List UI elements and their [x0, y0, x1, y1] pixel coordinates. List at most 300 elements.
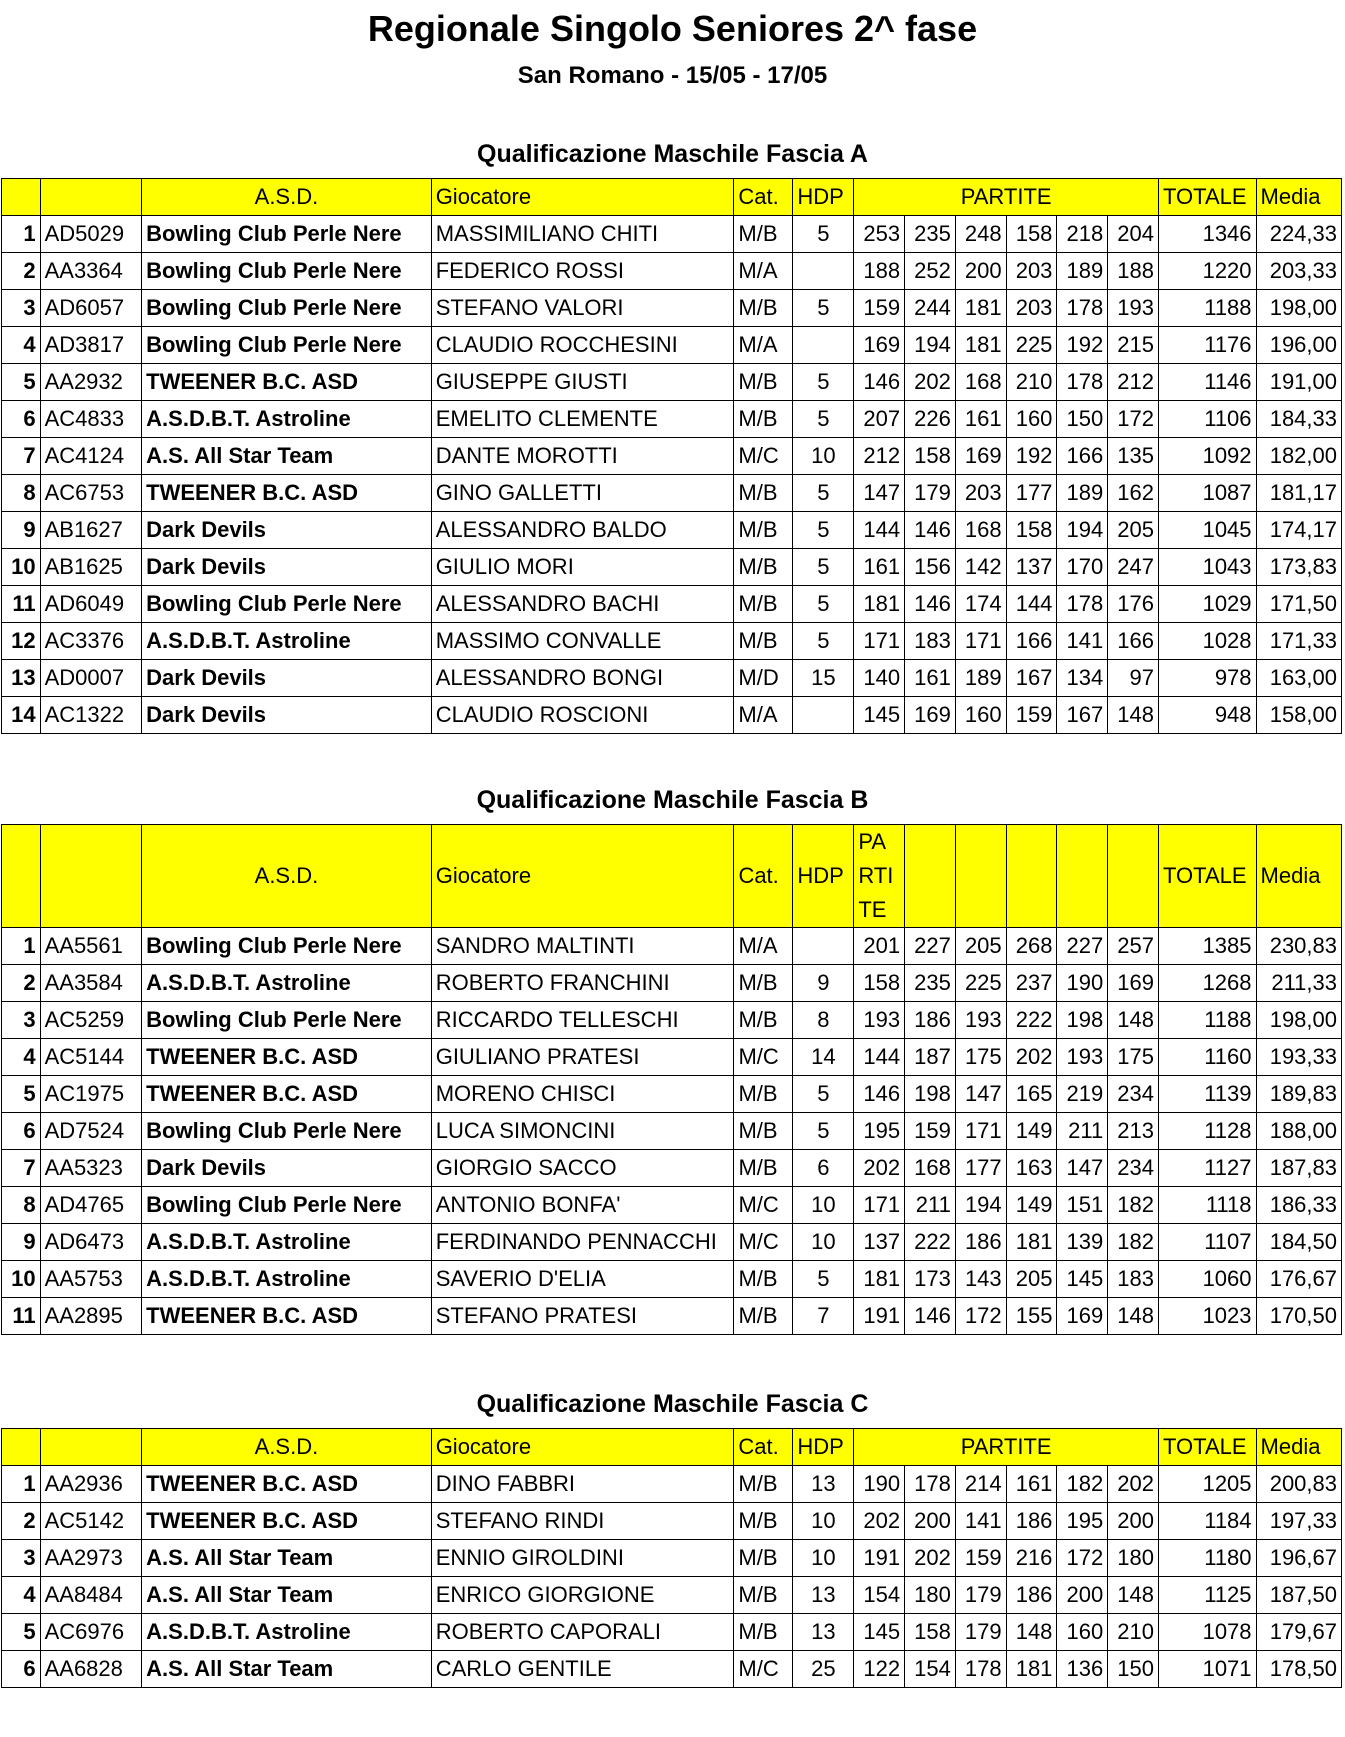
cell-g1: 146 [854, 364, 905, 401]
cell-asd: A.S.D.B.T. Astroline [142, 401, 432, 438]
cell-g4: 181 [1006, 1224, 1057, 1261]
cell-tessera: AA8484 [40, 1577, 142, 1614]
cell-g4: 166 [1006, 623, 1057, 660]
table-row [2, 660, 1342, 697]
cell-asd: Bowling Club Perle Nere [142, 327, 432, 364]
cell-totale: 1160 [1159, 1039, 1257, 1076]
cell-g5: 194 [1057, 512, 1108, 549]
cell-g1: 144 [854, 1039, 905, 1076]
cell-giocatore: MASSIMILIANO CHITI [431, 216, 734, 253]
cell-g2: 146 [905, 1298, 956, 1335]
cell-g1: 202 [854, 1503, 905, 1540]
cell-g2: 226 [905, 401, 956, 438]
cell-giocatore: ENRICO GIORGIONE [431, 1577, 734, 1614]
table-row [2, 1076, 1342, 1113]
cell-totale: 1092 [1159, 438, 1257, 475]
cell-asd: TWEENER B.C. ASD [142, 364, 432, 401]
cell-g1: 159 [854, 290, 905, 327]
cell-asd: Dark Devils [142, 1150, 432, 1187]
table-row [2, 1614, 1342, 1651]
cell-g6: 205 [1108, 512, 1159, 549]
cell-tessera: AC6976 [40, 1614, 142, 1651]
cell-g2: 178 [905, 1466, 956, 1503]
cell-g5: 193 [1057, 1039, 1108, 1076]
cell-asd: A.S. All Star Team [142, 438, 432, 475]
cell-totale: 1180 [1159, 1540, 1257, 1577]
cell-g3: 193 [955, 1002, 1006, 1039]
cell-totale: 1184 [1159, 1503, 1257, 1540]
cell-g4: 237 [1006, 965, 1057, 1002]
cell-g3: 161 [955, 401, 1006, 438]
cell-tessera: AA2932 [40, 364, 142, 401]
cell-cat: M/B [734, 549, 793, 586]
results-table-fascia-c [1, 1428, 1342, 1688]
cell-g1: 137 [854, 1224, 905, 1261]
cell-giocatore: FEDERICO ROSSI [431, 253, 734, 290]
cell-g4: 205 [1006, 1261, 1057, 1298]
cell-g5: 219 [1057, 1076, 1108, 1113]
cell-cat: M/B [734, 401, 793, 438]
cell-cat: M/B [734, 1002, 793, 1039]
cell-giocatore: LUCA SIMONCINI [431, 1113, 734, 1150]
cell-g1: 202 [854, 1150, 905, 1187]
header-media: Media [1256, 825, 1341, 928]
cell-totale: 978 [1159, 660, 1257, 697]
cell-totale: 1029 [1159, 586, 1257, 623]
cell-media: 171,33 [1256, 623, 1341, 660]
cell-g4: 158 [1006, 216, 1057, 253]
cell-pos: 6 [2, 1113, 41, 1150]
cell-g3: 172 [955, 1298, 1006, 1335]
header-tessera [40, 179, 142, 216]
cell-totale: 1106 [1159, 401, 1257, 438]
cell-cat: M/B [734, 512, 793, 549]
cell-media: 170,50 [1256, 1298, 1341, 1335]
cell-g2: 159 [905, 1113, 956, 1150]
cell-g5: 178 [1057, 586, 1108, 623]
table-row [2, 1503, 1342, 1540]
cell-cat: M/B [734, 1503, 793, 1540]
cell-cat: M/A [734, 253, 793, 290]
cell-media: 191,00 [1256, 364, 1341, 401]
cell-g6: 180 [1108, 1540, 1159, 1577]
cell-g2: 156 [905, 549, 956, 586]
header-game-blank [905, 825, 956, 928]
cell-pos: 12 [2, 623, 41, 660]
table-row [2, 253, 1342, 290]
cell-hdp: 14 [793, 1039, 854, 1076]
cell-totale: 1060 [1159, 1261, 1257, 1298]
cell-g3: 200 [955, 253, 1006, 290]
cell-g4: 167 [1006, 660, 1057, 697]
table-row [2, 1150, 1342, 1187]
cell-g2: 211 [905, 1187, 956, 1224]
cell-pos: 6 [2, 401, 41, 438]
cell-tessera: AD6049 [40, 586, 142, 623]
cell-giocatore: STEFANO VALORI [431, 290, 734, 327]
cell-hdp: 10 [793, 1224, 854, 1261]
cell-giocatore: GIORGIO SACCO [431, 1150, 734, 1187]
cell-cat: M/B [734, 1298, 793, 1335]
cell-hdp: 5 [793, 290, 854, 327]
cell-cat: M/B [734, 623, 793, 660]
cell-g3: 214 [955, 1466, 1006, 1503]
cell-pos: 1 [2, 928, 41, 965]
cell-pos: 2 [2, 253, 41, 290]
cell-hdp: 13 [793, 1466, 854, 1503]
table-row [2, 1298, 1342, 1335]
cell-g4: 148 [1006, 1614, 1057, 1651]
cell-g6: 204 [1108, 216, 1159, 253]
header-cat: Cat. [734, 1429, 793, 1466]
cell-asd: Bowling Club Perle Nere [142, 1187, 432, 1224]
cell-giocatore: STEFANO PRATESI [431, 1298, 734, 1335]
cell-media: 189,83 [1256, 1076, 1341, 1113]
cell-g4: 186 [1006, 1577, 1057, 1614]
cell-g5: 169 [1057, 1298, 1108, 1335]
cell-g3: 203 [955, 475, 1006, 512]
header-game-blank [1108, 825, 1159, 928]
cell-tessera: AA2973 [40, 1540, 142, 1577]
cell-cat: M/C [734, 438, 793, 475]
table-row [2, 364, 1342, 401]
cell-g6: 166 [1108, 623, 1159, 660]
cell-g5: 139 [1057, 1224, 1108, 1261]
cell-cat: M/D [734, 660, 793, 697]
cell-asd: Bowling Club Perle Nere [142, 1002, 432, 1039]
cell-g6: 148 [1108, 1577, 1159, 1614]
cell-g6: 210 [1108, 1614, 1159, 1651]
cell-totale: 1188 [1159, 1002, 1257, 1039]
table-row [2, 1187, 1342, 1224]
cell-totale: 1146 [1159, 364, 1257, 401]
cell-hdp: 5 [793, 1261, 854, 1298]
cell-tessera: AC6753 [40, 475, 142, 512]
table-row [2, 327, 1342, 364]
cell-g4: 192 [1006, 438, 1057, 475]
cell-pos: 5 [2, 1076, 41, 1113]
cell-g1: 144 [854, 512, 905, 549]
cell-totale: 1268 [1159, 965, 1257, 1002]
cell-g4: 159 [1006, 697, 1057, 734]
cell-asd: Bowling Club Perle Nere [142, 586, 432, 623]
cell-g2: 146 [905, 512, 956, 549]
cell-g1: 147 [854, 475, 905, 512]
cell-giocatore: CLAUDIO ROCCHESINI [431, 327, 734, 364]
cell-giocatore: DINO FABBRI [431, 1466, 734, 1503]
header-giocatore: Giocatore [431, 1429, 734, 1466]
cell-g5: 192 [1057, 327, 1108, 364]
cell-cat: M/B [734, 1261, 793, 1298]
cell-g5: 190 [1057, 965, 1108, 1002]
cell-hdp: 5 [793, 623, 854, 660]
cell-g3: 160 [955, 697, 1006, 734]
cell-cat: M/B [734, 965, 793, 1002]
cell-g2: 179 [905, 475, 956, 512]
header-asd: A.S.D. [142, 179, 432, 216]
cell-g2: 154 [905, 1651, 956, 1688]
table-row [2, 623, 1342, 660]
cell-g5: 178 [1057, 290, 1108, 327]
cell-media: 230,83 [1256, 928, 1341, 965]
cell-totale: 1128 [1159, 1113, 1257, 1150]
cell-g5: 189 [1057, 253, 1108, 290]
cell-cat: M/C [734, 1039, 793, 1076]
cell-cat: M/B [734, 1150, 793, 1187]
header-media: Media [1256, 179, 1341, 216]
table-row [2, 928, 1342, 965]
cell-g6: 213 [1108, 1113, 1159, 1150]
cell-g1: 191 [854, 1540, 905, 1577]
cell-giocatore: GIULIANO PRATESI [431, 1039, 734, 1076]
cell-tessera: AD6057 [40, 290, 142, 327]
cell-cat: M/B [734, 216, 793, 253]
cell-asd: TWEENER B.C. ASD [142, 1039, 432, 1076]
cell-hdp: 5 [793, 512, 854, 549]
cell-g4: 165 [1006, 1076, 1057, 1113]
cell-g6: 150 [1108, 1651, 1159, 1688]
cell-media: 158,00 [1256, 697, 1341, 734]
table-row [2, 512, 1342, 549]
cell-totale: 1385 [1159, 928, 1257, 965]
cell-totale: 1176 [1159, 327, 1257, 364]
cell-pos: 2 [2, 1503, 41, 1540]
header-asd: A.S.D. [142, 1429, 432, 1466]
header-totale: TOTALE [1159, 1429, 1257, 1466]
cell-asd: TWEENER B.C. ASD [142, 1503, 432, 1540]
header-row [2, 1429, 1342, 1466]
cell-media: 196,67 [1256, 1540, 1341, 1577]
cell-g3: 168 [955, 512, 1006, 549]
cell-media: 186,33 [1256, 1187, 1341, 1224]
cell-g4: 222 [1006, 1002, 1057, 1039]
cell-media: 179,67 [1256, 1614, 1341, 1651]
cell-hdp: 9 [793, 965, 854, 1002]
cell-giocatore: ENNIO GIROLDINI [431, 1540, 734, 1577]
cell-g1: 145 [854, 1614, 905, 1651]
cell-g5: 172 [1057, 1540, 1108, 1577]
cell-asd: A.S.D.B.T. Astroline [142, 965, 432, 1002]
header-partite: PARTITE [854, 179, 1159, 216]
header-giocatore: Giocatore [431, 825, 734, 928]
cell-hdp: 8 [793, 1002, 854, 1039]
cell-tessera: AD3817 [40, 327, 142, 364]
cell-media: 187,50 [1256, 1577, 1341, 1614]
cell-g2: 146 [905, 586, 956, 623]
cell-g1: 171 [854, 623, 905, 660]
cell-giocatore: ALESSANDRO BALDO [431, 512, 734, 549]
header-partite: PARTITE [854, 1429, 1159, 1466]
cell-g2: 183 [905, 623, 956, 660]
cell-g6: 193 [1108, 290, 1159, 327]
header-cat: Cat. [734, 179, 793, 216]
cell-g4: 160 [1006, 401, 1057, 438]
table-row [2, 475, 1342, 512]
cell-g1: 191 [854, 1298, 905, 1335]
cell-hdp [793, 327, 854, 364]
cell-g6: 172 [1108, 401, 1159, 438]
cell-giocatore: ALESSANDRO BONGI [431, 660, 734, 697]
table-row [2, 1261, 1342, 1298]
cell-giocatore: CLAUDIO ROSCIONI [431, 697, 734, 734]
cell-tessera: AC5144 [40, 1039, 142, 1076]
cell-g1: 146 [854, 1076, 905, 1113]
cell-media: 197,33 [1256, 1503, 1341, 1540]
cell-hdp: 15 [793, 660, 854, 697]
cell-tessera: AC4124 [40, 438, 142, 475]
cell-hdp [793, 928, 854, 965]
cell-g3: 179 [955, 1577, 1006, 1614]
cell-g4: 149 [1006, 1187, 1057, 1224]
cell-hdp: 5 [793, 216, 854, 253]
cell-g1: 181 [854, 586, 905, 623]
cell-pos: 8 [2, 475, 41, 512]
cell-g1: 201 [854, 928, 905, 965]
cell-g1: 207 [854, 401, 905, 438]
cell-g3: 168 [955, 364, 1006, 401]
cell-g2: 222 [905, 1224, 956, 1261]
table-row [2, 965, 1342, 1002]
cell-g6: 97 [1108, 660, 1159, 697]
cell-asd: TWEENER B.C. ASD [142, 1076, 432, 1113]
cell-g4: 181 [1006, 1651, 1057, 1688]
cell-hdp: 5 [793, 1076, 854, 1113]
cell-tessera: AC3376 [40, 623, 142, 660]
cell-cat: M/C [734, 1651, 793, 1688]
cell-cat: M/A [734, 327, 793, 364]
cell-g5: 147 [1057, 1150, 1108, 1187]
cell-tessera: AC1322 [40, 697, 142, 734]
cell-g2: 227 [905, 928, 956, 965]
cell-asd: A.S.D.B.T. Astroline [142, 623, 432, 660]
cell-g1: 145 [854, 697, 905, 734]
table-row [2, 549, 1342, 586]
cell-g2: 161 [905, 660, 956, 697]
cell-totale: 1071 [1159, 1651, 1257, 1688]
cell-asd: A.S. All Star Team [142, 1577, 432, 1614]
cell-g1: 158 [854, 965, 905, 1002]
cell-g4: 216 [1006, 1540, 1057, 1577]
table-row [2, 1577, 1342, 1614]
cell-g4: 163 [1006, 1150, 1057, 1187]
cell-g3: 142 [955, 549, 1006, 586]
cell-g3: 179 [955, 1614, 1006, 1651]
table-row [2, 1651, 1342, 1688]
cell-cat: M/B [734, 290, 793, 327]
cell-g6: 148 [1108, 1298, 1159, 1335]
cell-g2: 202 [905, 364, 956, 401]
cell-g6: 169 [1108, 965, 1159, 1002]
table-row [2, 401, 1342, 438]
header-pos [2, 1429, 41, 1466]
cell-hdp: 25 [793, 1651, 854, 1688]
table-row [2, 1113, 1342, 1150]
cell-g2: 187 [905, 1039, 956, 1076]
cell-media: 163,00 [1256, 660, 1341, 697]
cell-g2: 194 [905, 327, 956, 364]
cell-pos: 8 [2, 1187, 41, 1224]
cell-totale: 1078 [1159, 1614, 1257, 1651]
cell-giocatore: CARLO GENTILE [431, 1651, 734, 1688]
cell-giocatore: ANTONIO BONFA' [431, 1187, 734, 1224]
cell-g4: 268 [1006, 928, 1057, 965]
cell-totale: 1139 [1159, 1076, 1257, 1113]
cell-g6: 183 [1108, 1261, 1159, 1298]
table-row [2, 1540, 1342, 1577]
cell-giocatore: ROBERTO FRANCHINI [431, 965, 734, 1002]
cell-pos: 11 [2, 1298, 41, 1335]
cell-g5: 134 [1057, 660, 1108, 697]
cell-g5: 150 [1057, 401, 1108, 438]
cell-hdp: 10 [793, 1540, 854, 1577]
cell-g5: 211 [1057, 1113, 1108, 1150]
cell-g3: 169 [955, 438, 1006, 475]
cell-cat: M/A [734, 697, 793, 734]
cell-media: 184,50 [1256, 1224, 1341, 1261]
cell-totale: 1346 [1159, 216, 1257, 253]
cell-g1: 181 [854, 1261, 905, 1298]
header-giocatore: Giocatore [431, 179, 734, 216]
cell-g3: 159 [955, 1540, 1006, 1577]
cell-g1: 212 [854, 438, 905, 475]
header-tessera [40, 825, 142, 928]
cell-media: 174,17 [1256, 512, 1341, 549]
cell-g4: 225 [1006, 327, 1057, 364]
cell-hdp: 10 [793, 1187, 854, 1224]
cell-media: 171,50 [1256, 586, 1341, 623]
header-hdp: HDP [793, 179, 854, 216]
cell-totale: 1028 [1159, 623, 1257, 660]
cell-g3: 143 [955, 1261, 1006, 1298]
cell-g6: 234 [1108, 1076, 1159, 1113]
cell-giocatore: SANDRO MALTINTI [431, 928, 734, 965]
cell-media: 198,00 [1256, 1002, 1341, 1039]
cell-hdp: 7 [793, 1298, 854, 1335]
cell-cat: M/C [734, 1187, 793, 1224]
cell-pos: 1 [2, 216, 41, 253]
cell-g2: 200 [905, 1503, 956, 1540]
cell-g2: 244 [905, 290, 956, 327]
cell-g2: 158 [905, 438, 956, 475]
cell-tessera: AA5753 [40, 1261, 142, 1298]
section-title-fascia-a: Qualificazione Maschile Fascia A [477, 140, 868, 168]
cell-g5: 195 [1057, 1503, 1108, 1540]
cell-tessera: AA5561 [40, 928, 142, 965]
header-totale: TOTALE [1159, 179, 1257, 216]
cell-cat: M/B [734, 586, 793, 623]
cell-g4: 155 [1006, 1298, 1057, 1335]
cell-g3: 194 [955, 1187, 1006, 1224]
cell-totale: 948 [1159, 697, 1257, 734]
cell-tessera: AD0007 [40, 660, 142, 697]
cell-cat: M/B [734, 1466, 793, 1503]
cell-media: 203,33 [1256, 253, 1341, 290]
cell-totale: 1118 [1159, 1187, 1257, 1224]
cell-g4: 202 [1006, 1039, 1057, 1076]
cell-g6: 175 [1108, 1039, 1159, 1076]
cell-tessera: AA5323 [40, 1150, 142, 1187]
cell-hdp: 13 [793, 1614, 854, 1651]
cell-g2: 180 [905, 1577, 956, 1614]
cell-media: 173,83 [1256, 549, 1341, 586]
cell-giocatore: GINO GALLETTI [431, 475, 734, 512]
cell-g1: 253 [854, 216, 905, 253]
cell-asd: A.S.D.B.T. Astroline [142, 1614, 432, 1651]
cell-g3: 171 [955, 1113, 1006, 1150]
cell-g3: 147 [955, 1076, 1006, 1113]
cell-media: 187,83 [1256, 1150, 1341, 1187]
cell-asd: Bowling Club Perle Nere [142, 1113, 432, 1150]
